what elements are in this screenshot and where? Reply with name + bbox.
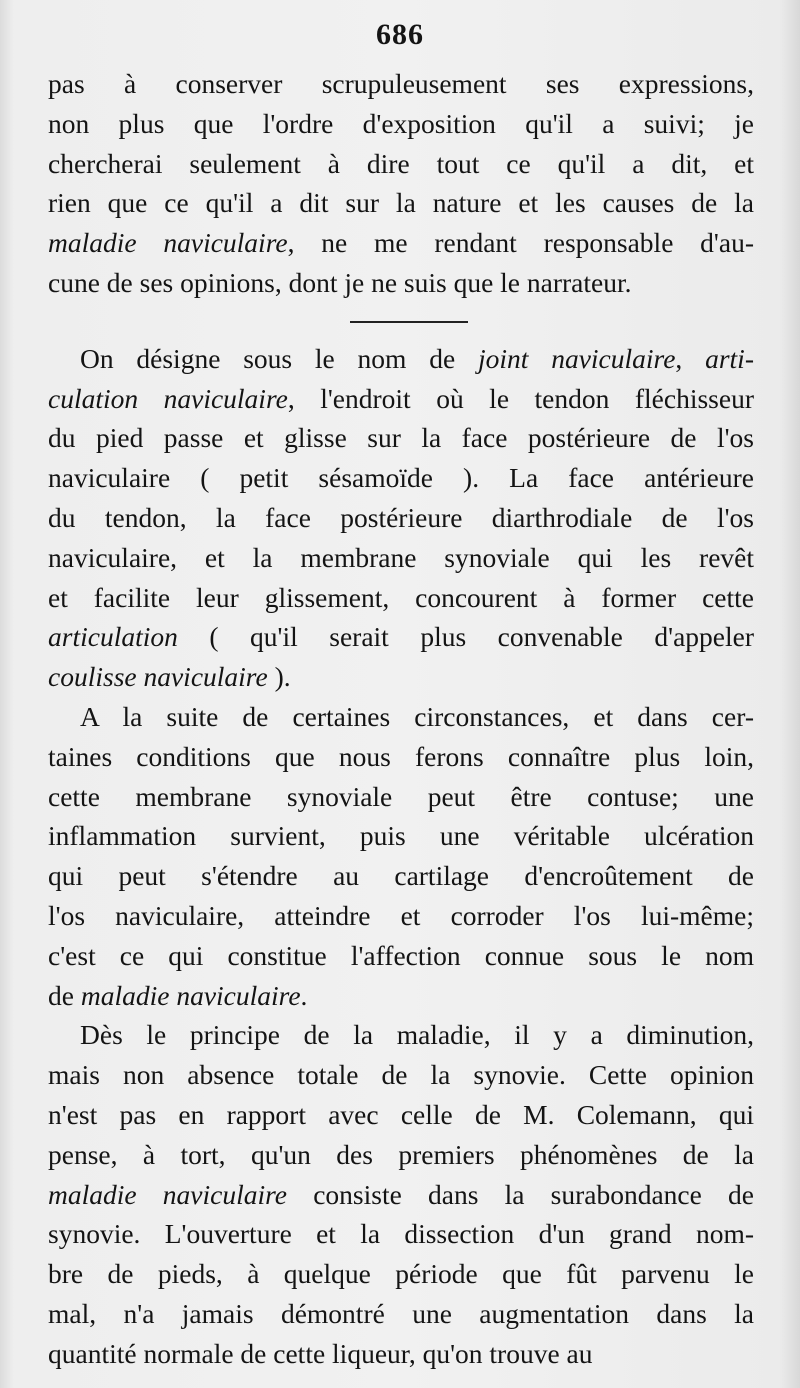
text-line [48, 737, 754, 777]
text-line [48, 1015, 754, 1055]
text-line [48, 263, 754, 303]
text-line [48, 657, 754, 697]
text-line [48, 458, 754, 498]
italic-term: culation naviculaire [48, 382, 288, 414]
italic-term: maladie naviculaire [48, 1178, 288, 1210]
text-run: taines conditions que nous ferons connaître plus loin, [48, 740, 754, 772]
text-run: chercherai seulement à dire tout ce qu'il a dit, et [48, 147, 754, 179]
text-run: et facilite leur glissement, concourent à former cette [48, 581, 754, 613]
text-run: cune de ses opinions, dont je ne suis que le narrateur. [48, 266, 632, 298]
text-line [48, 936, 754, 976]
text-run: naviculaire, et la membrane synoviale qui les revêt [48, 541, 754, 573]
text-line [48, 498, 754, 538]
text-run: mais non absence totale de la synovie. Cette opinion [48, 1059, 754, 1091]
text-run: , ne me rendant responsable d'au- [287, 227, 754, 259]
text-run: mal, n'a jamais démontré une augmentation dans la [48, 1297, 754, 1329]
page-text [48, 64, 754, 1374]
text-line [48, 64, 754, 104]
text-line [48, 1175, 754, 1215]
paragraph-synovial-lesion [48, 697, 754, 1015]
text-line [48, 379, 754, 419]
italic-term: coulisse naviculaire [48, 661, 268, 693]
text-run: cette membrane synoviale peut être contuse; une [48, 780, 754, 812]
text-line [48, 617, 754, 657]
text-run: . [300, 979, 308, 1011]
text-line [48, 896, 754, 936]
text-line [48, 418, 754, 458]
text-line [48, 1294, 754, 1334]
paragraph-intro-continuation [48, 64, 754, 303]
text-line [48, 339, 754, 379]
paragraph-synovia-diminution [48, 1015, 754, 1373]
page-number: 686 [376, 18, 424, 51]
text-line [48, 777, 754, 817]
text-line [48, 697, 754, 737]
text-line [48, 856, 754, 896]
paragraph-joint-definition [48, 339, 754, 697]
text-run: pense, à tort, qu'un des premiers phénomènes de la [48, 1138, 754, 1170]
text-run: naviculaire ( petit sésamoïde ). La face antérieure [48, 462, 754, 494]
text-line [48, 578, 754, 618]
text-line [48, 223, 754, 263]
text-run: Dès le principe de la maladie, il y a diminution, [80, 1019, 754, 1051]
text-line [48, 1095, 754, 1135]
text-run: ( qu'il serait plus convenable d'appeler [177, 621, 754, 653]
text-run: On désigne sous le nom de [80, 342, 478, 374]
text-run: non plus que l'ordre d'exposition qu'il a suivi; je [48, 107, 754, 139]
text-line [48, 1135, 754, 1175]
italic-term: articulation [48, 621, 178, 653]
text-run: qui peut s'étendre au cartilage d'encroûtement de [48, 860, 754, 892]
italic-term: maladie naviculaire [48, 227, 288, 259]
italic-term: joint naviculaire [477, 342, 676, 374]
text-run: pas à conserver scrupuleusement ses expressions, [48, 68, 754, 99]
section-divider [350, 321, 468, 323]
text-run: inflammation survient, puis une véritable ulcération [48, 820, 754, 852]
text-run: bre de pieds, à quelque période que fût parvenu le [48, 1258, 754, 1290]
text-run: l'os naviculaire, atteindre et corroder l'os lui-même; [48, 899, 754, 931]
text-line [48, 1214, 754, 1254]
text-run: c'est ce qui constitue l'affection connue sous le nom [48, 939, 754, 971]
text-run: du tendon, la face postérieure diarthrodiale de l'os [48, 501, 754, 533]
italic-term: arti- [705, 342, 754, 374]
text-run: du pied passe et glisse sur la face postérieure de l'os [48, 422, 754, 454]
text-line [48, 144, 754, 184]
text-run: A la suite de certaines circonstances, et dans cer- [80, 700, 754, 732]
text-line [48, 816, 754, 856]
text-run: quantité normale de cette liqueur, qu'on trouve au [48, 1337, 593, 1369]
text-line [48, 104, 754, 144]
text-line [48, 1254, 754, 1294]
text-run: n'est pas en rapport avec celle de M. Colemann, qui [48, 1098, 754, 1130]
text-run: ). [267, 661, 291, 693]
text-run: , [675, 342, 706, 374]
text-line [48, 976, 754, 1016]
text-line [48, 1334, 754, 1374]
text-run: , l'endroit où le tendon fléchisseur [287, 382, 754, 414]
italic-term: maladie naviculaire [80, 979, 301, 1011]
text-run: synovie. L'ouverture et la dissection d'un grand nom- [48, 1218, 754, 1250]
text-line [48, 183, 754, 223]
text-run: consiste dans la surabondance de [287, 1178, 754, 1210]
text-line [48, 538, 754, 578]
text-run: rien que ce qu'il a dit sur la nature et les causes de la [48, 187, 754, 219]
text-line [48, 1055, 754, 1095]
text-run: de [48, 979, 81, 1011]
